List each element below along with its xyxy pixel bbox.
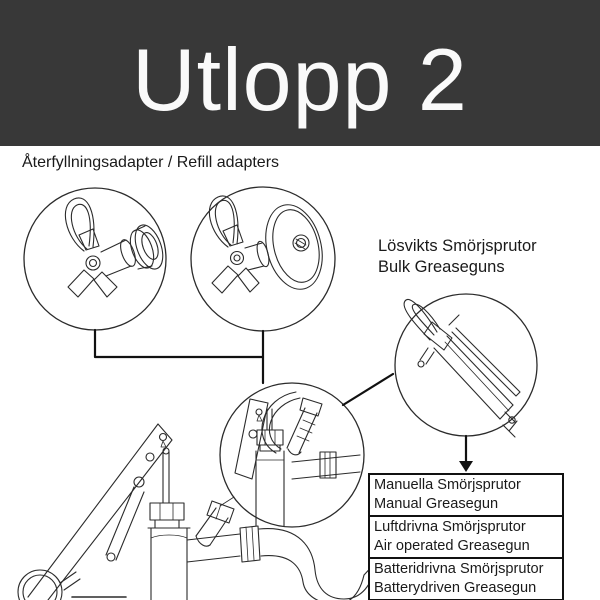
- bulk-greasegun-illustration: [404, 299, 520, 437]
- connector-lines: [95, 330, 473, 472]
- arrow-head-icon: [459, 461, 473, 472]
- row-label-sv: Batteridrivna Smörjsprutor: [374, 561, 544, 577]
- row-label-en: Air operated Greasegun: [374, 537, 530, 554]
- greasegun-types-table: [368, 473, 564, 600]
- table-row-manual: [370, 475, 562, 517]
- refill-adapter-left-circle: [24, 188, 166, 330]
- detail-view-illustration: [235, 392, 360, 526]
- refill-adapter-left-illustration: [65, 198, 168, 297]
- detail-to-gun-line: [343, 374, 393, 405]
- detail-view-circle: [220, 383, 364, 527]
- adapters-join-line: [95, 330, 263, 357]
- bulk-greaseguns-label-sv: Lösvikts Smörjsprutor: [378, 237, 537, 255]
- bulk-greaseguns-label-en: Bulk Greaseguns: [378, 258, 505, 276]
- refill-adapter-right-illustration: [209, 196, 330, 295]
- pump-assembly-illustration: [18, 424, 377, 600]
- table-row-air: [370, 517, 562, 559]
- refill-adapters-label: Återfyllningsadapter / Refill adapters: [22, 154, 280, 171]
- row-label-sv: Manuella Smörjsprutor: [374, 477, 521, 493]
- bulk-greaseguns-label: [378, 236, 537, 278]
- refill-adapter-right-circle: [191, 187, 335, 331]
- row-label-en: Batterydriven Greasegun: [374, 579, 537, 596]
- page-header: [0, 0, 600, 146]
- row-label-sv: Luftdrivna Smörjsprutor: [374, 519, 526, 535]
- bulk-greasegun-circle: [395, 294, 537, 436]
- table-row-battery: [370, 559, 562, 599]
- row-label-en: Manual Greasegun: [374, 495, 499, 512]
- page-title: Utlopp 2: [132, 30, 468, 129]
